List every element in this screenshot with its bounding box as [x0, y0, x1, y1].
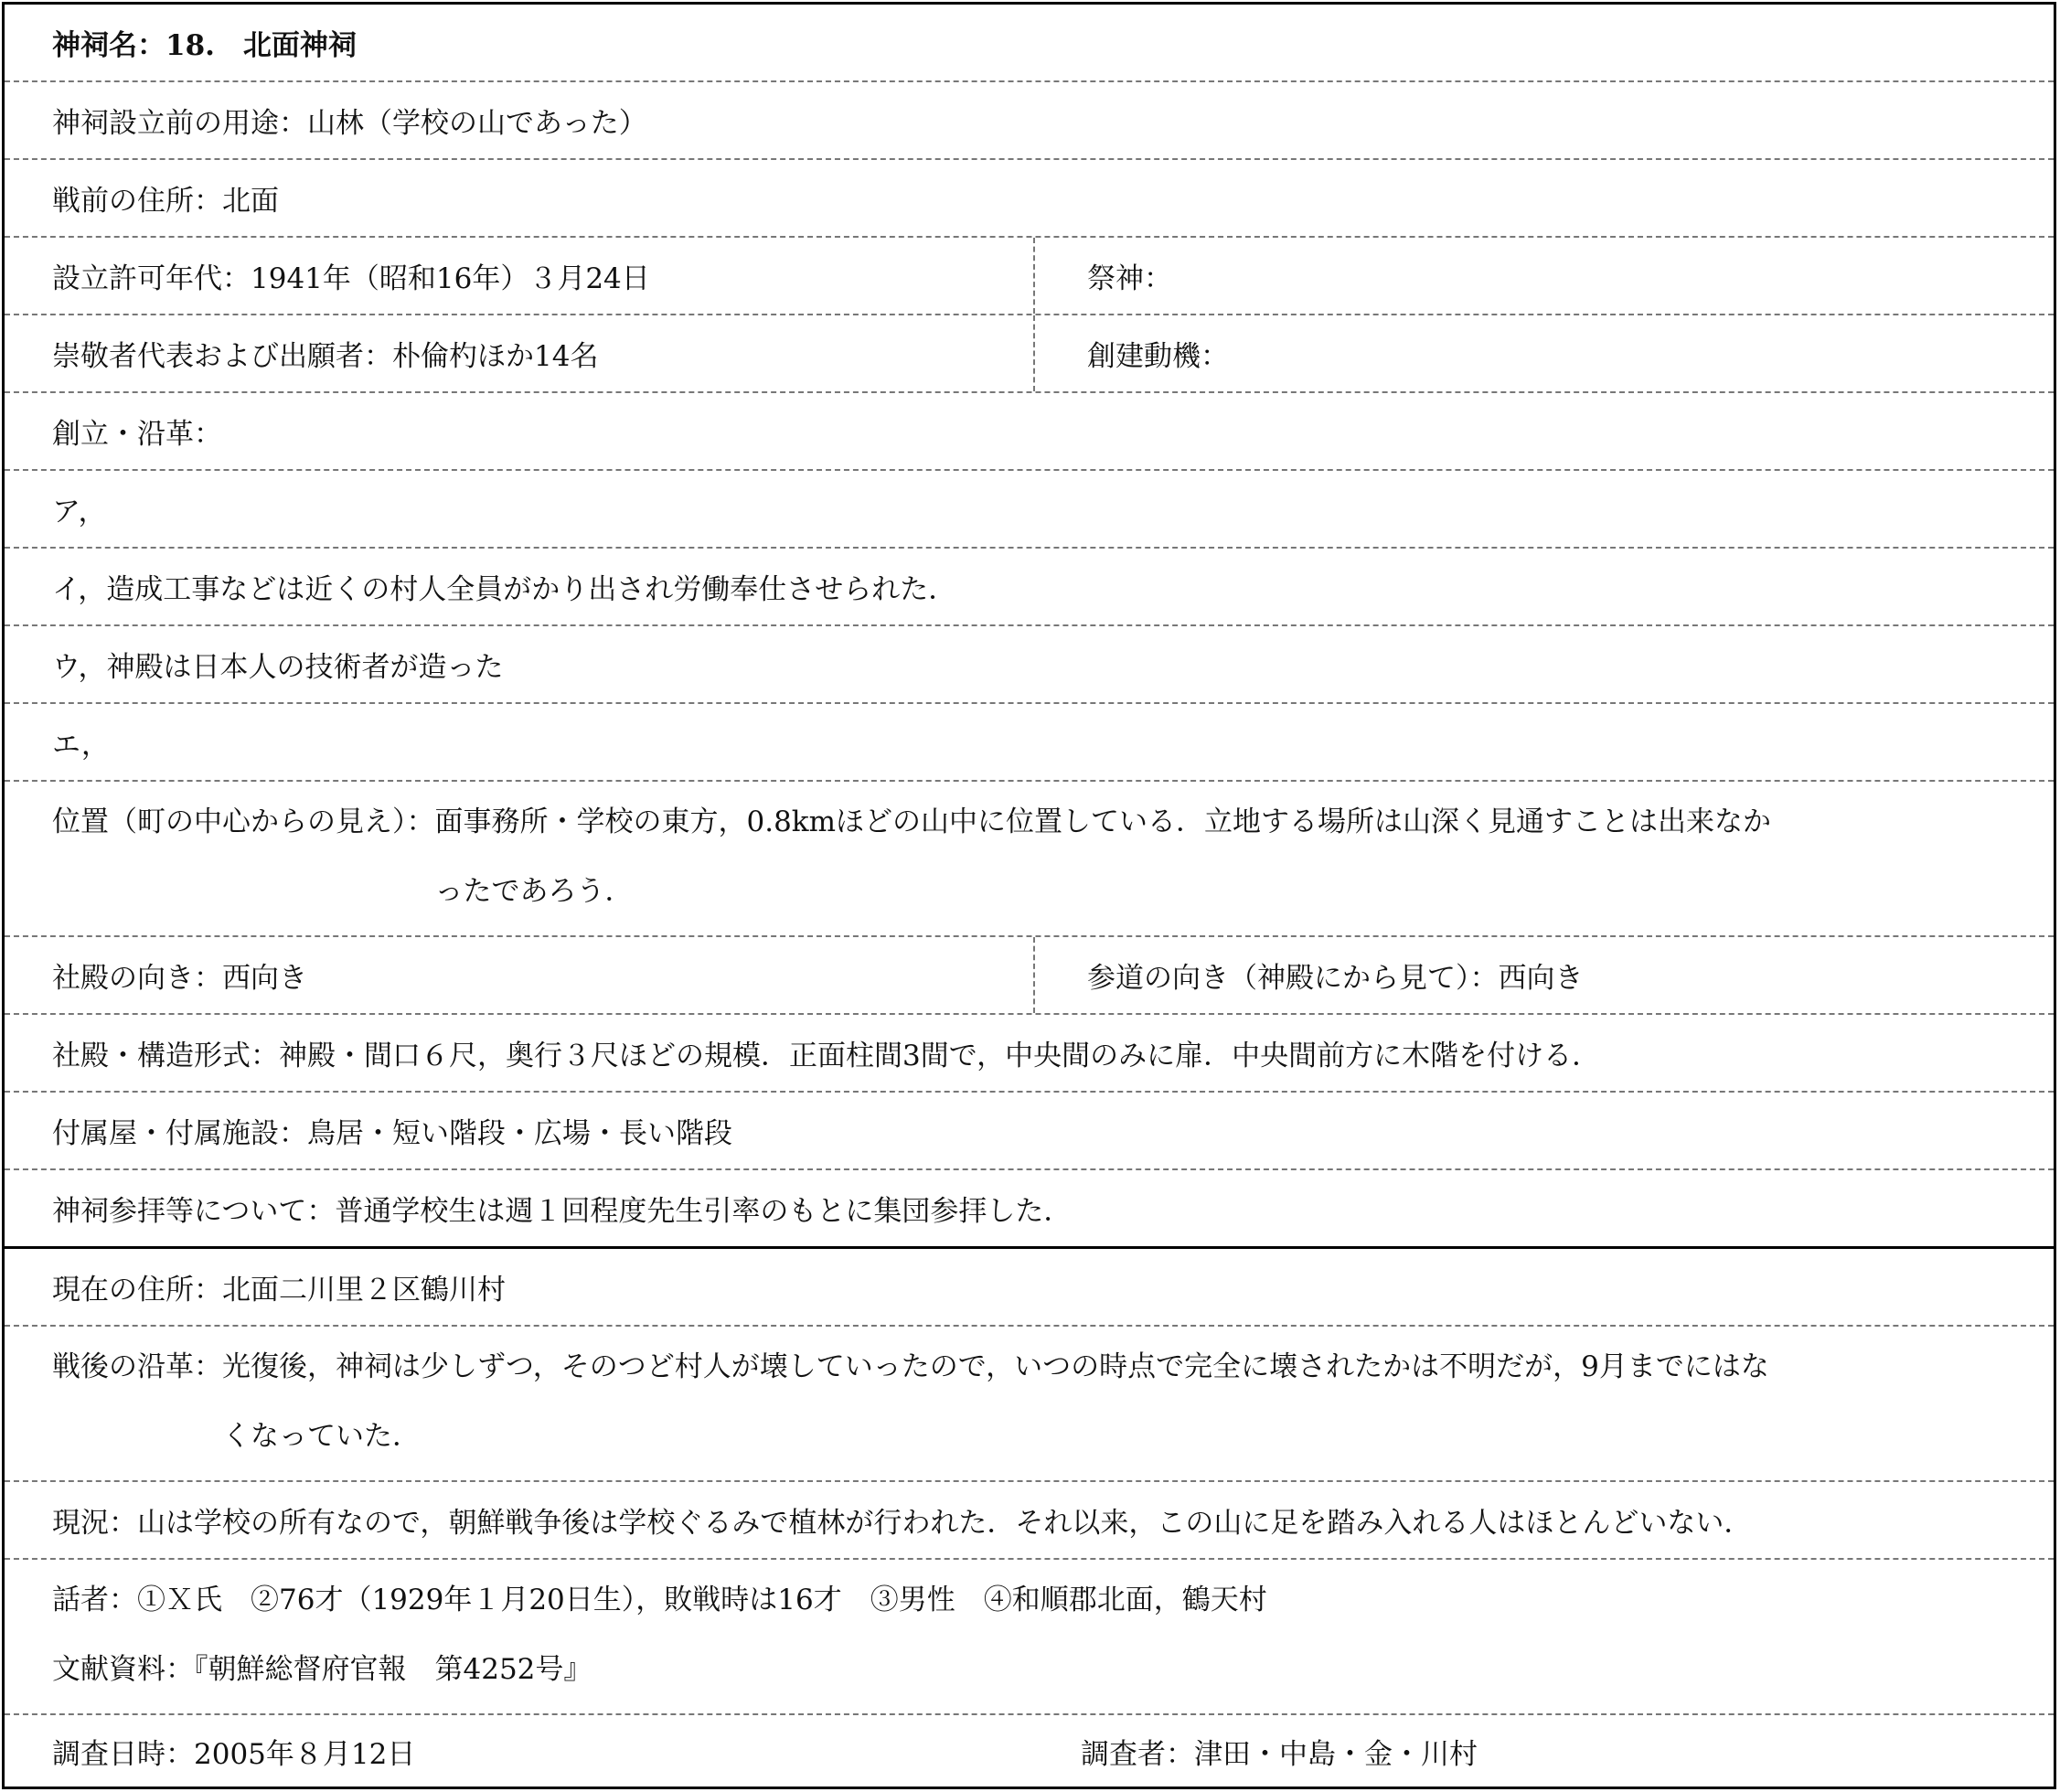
- motive-label: 創建動機：: [1087, 340, 1229, 373]
- prewar-address-label: 戦前の住所：: [52, 185, 222, 218]
- history-item-u: ウ，神殿は日本人の技術者が造った: [52, 651, 504, 684]
- row-history-label: [5, 393, 2054, 471]
- approach-facing-value: 西向き: [1498, 962, 1584, 995]
- representative-value: 朴倫杓ほか14名: [392, 340, 599, 373]
- shrine-name-label: 神祠名：: [52, 29, 165, 62]
- prewar-address-value: 北面: [222, 185, 279, 218]
- present-state-value: 山は学校の所有なので，朝鮮戦争後は学校ぐるみで植林が行われた．それ以来，この山に足を踏み入れる人はほとんどいない．: [137, 1507, 1753, 1540]
- shrine-facing-label: 社殿の向き：: [52, 962, 222, 995]
- shrine-facing-value: 西向き: [222, 962, 307, 995]
- history-item-a: ア，: [52, 496, 107, 528]
- history-label: 創立・沿革：: [52, 418, 222, 451]
- worship-label: 神祠参拝等について：: [52, 1195, 336, 1228]
- postwar-line-2: くなっていた．: [222, 1420, 421, 1453]
- row-location: [5, 782, 2054, 937]
- present-state-label: 現況：: [52, 1507, 137, 1540]
- structure-value: 神殿・間口６尺，奥行３尺ほどの規模．正面柱間3間で，中央間のみに扉．中央間前方に木階を付ける．: [279, 1040, 1601, 1072]
- survey-date-label: 調査日時：: [52, 1738, 194, 1771]
- representative-label: 崇敬者代表および出願者：: [52, 340, 392, 373]
- history-item-i: イ，造成工事などは近くの村人全員がかり出され労働奉仕させられた．: [52, 573, 957, 606]
- row-postwar: [5, 1327, 2054, 1482]
- history-item-e: エ，: [52, 729, 110, 762]
- row-facing: [5, 937, 2054, 1015]
- history-item: [5, 549, 2054, 626]
- current-address-value: 北面二川里２区鶴川村: [222, 1274, 506, 1307]
- row-prewar-address: [5, 160, 2054, 238]
- structure-label: 社殿・構造形式：: [52, 1040, 279, 1072]
- row-worship: [5, 1170, 2054, 1249]
- row-current-address: [5, 1249, 2054, 1327]
- postwar-line-1: 光復後，神祠は少しずつ，そのつど村人が壊していったので，いつの時点で完全に壊されたかは不明だが，9月までにはな: [222, 1350, 1769, 1383]
- location-label: 位置（町の中心からの見え）：: [52, 805, 435, 838]
- literature-value: 『朝鮮総督府官報 第4252号』: [194, 1653, 592, 1686]
- history-item: [5, 471, 2054, 549]
- row-survey: [5, 1715, 2054, 1787]
- row-permit-deity: [5, 238, 2054, 315]
- row-structure: [5, 1015, 2054, 1093]
- literature-label: 文献資料：: [52, 1653, 194, 1686]
- current-address-label: 現在の住所：: [52, 1274, 222, 1307]
- shrine-name-value: 18. 北面神祠: [165, 29, 357, 62]
- informant-label: 話者：: [52, 1584, 137, 1616]
- shrine-record-sheet: [2, 2, 2056, 1789]
- history-item: [5, 626, 2054, 704]
- survey-date-value: 2005年８月12日: [194, 1738, 416, 1771]
- postwar-label: 戦後の沿革：: [52, 1350, 222, 1383]
- location-line-1: 面事務所・学校の東方，0.8kmほどの山中に位置している．立地する場所は山深く見通すことは出来なか: [434, 805, 1771, 838]
- informant-value: ①Ｘ氏 ②76才（1929年１月20日生），敗戦時は16才 ③男性 ④和順郡北面，鶴天村: [137, 1584, 1267, 1616]
- surveyors-label: 調査者：: [1081, 1738, 1194, 1771]
- row-present-state: [5, 1482, 2054, 1560]
- row-facilities: [5, 1093, 2054, 1170]
- row-shrine-name: [5, 5, 2054, 82]
- prior-use-label: 神祠設立前の用途：: [52, 107, 307, 140]
- history-item: [5, 704, 2054, 782]
- location-line-2: ったであろう．: [434, 875, 634, 908]
- worship-value: 普通学校生は週１回程度先生引率のもとに集団参拝した．: [335, 1195, 1073, 1228]
- deity-label: 祭神：: [1087, 262, 1172, 295]
- permit-date-value: 1941年（昭和16年）３月24日: [251, 262, 650, 295]
- surveyors-value: 津田・中島・金・川村: [1194, 1738, 1478, 1771]
- permit-date-label: 設立許可年代：: [52, 262, 251, 295]
- facilities-value: 鳥居・短い階段・広場・長い階段: [307, 1117, 732, 1150]
- row-informant-literature: [5, 1560, 2054, 1715]
- approach-facing-label: 参道の向き（神殿にから見て）：: [1087, 962, 1499, 995]
- row-prior-use: [5, 82, 2054, 160]
- facilities-label: 付属屋・付属施設：: [52, 1117, 307, 1150]
- prior-use-value: 山林（学校の山であった）: [307, 107, 647, 140]
- row-representative-motive: [5, 315, 2054, 393]
